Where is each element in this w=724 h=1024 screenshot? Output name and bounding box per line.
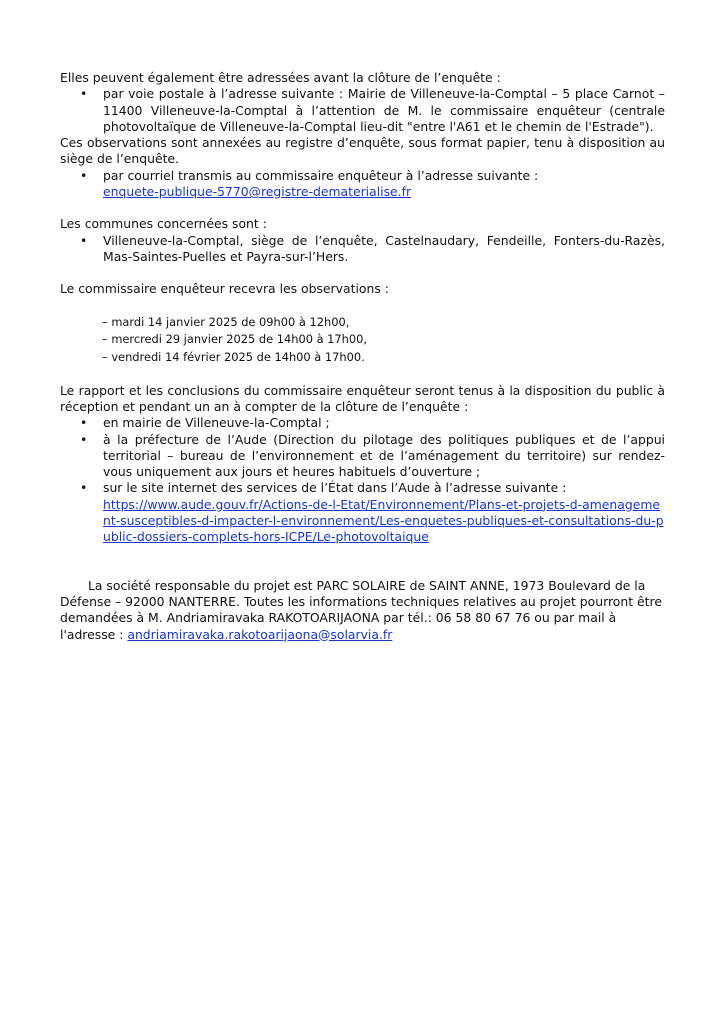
date-item: – mardi 14 janvier 2025 de 09h00 à 12h00, <box>102 314 350 329</box>
bullet-marker: • <box>80 232 88 248</box>
communes-intro: Les communes concernées sont : <box>60 216 267 232</box>
prefecture-text: à la préfecture de l’Aude (Direction du pilotage des politiques publiques et de l’appui territorial – bureau de l’environnement et de l’aménagement du territoire) sur rendez-vous uniquement aux jours et heures habituels d’ouverture ; <box>103 431 665 480</box>
list-item-prefecture <box>60 432 665 481</box>
list-item-email <box>60 168 665 201</box>
colon-separator: : <box>115 626 128 642</box>
email-intro-text: par courriel transmis au commissaire enquêteur à l’adresse suivante : <box>103 167 539 183</box>
mairie-text: en mairie de Villeneuve-la-Comptal ; <box>103 415 330 431</box>
annex-paragraph: Ces observations sont annexées au registre d’enquête, sous format papier, tenu à disposition au siège de l’enquête. <box>60 135 665 167</box>
site-intro-text: sur le site internet des services de l’État dans l’Aude à l’adresse suivante : <box>103 480 567 496</box>
rapport-list <box>60 415 665 545</box>
communes-text: Villeneuve-la-Comptal, siège de l’enquête, Castelnaudary, Fendeille, Fonters-du-Razès, Mas-Saintes-Puelles et Payra-sur-l’Hers. <box>103 232 665 264</box>
date-item: – vendredi 14 février 2025 de 14h00 à 17h00. <box>102 349 365 364</box>
intro-paragraph: Elles peuvent également être adressées avant la clôture de l’enquête : <box>60 70 501 85</box>
list-item-communes <box>60 233 665 266</box>
contact-email-link[interactable]: andriamiravaka.rakotoarijaona@solarvia.fr <box>127 626 393 642</box>
bullet-marker: • <box>80 86 88 102</box>
permanence-dates <box>60 314 665 367</box>
communes-list <box>60 233 665 266</box>
societe-paragraph <box>60 578 665 643</box>
list-item-site <box>60 480 665 545</box>
document-body <box>60 70 665 643</box>
email-list <box>60 168 665 201</box>
date-item: – mercredi 29 janvier 2025 de 14h00 à 17h00, <box>102 332 367 347</box>
societe-text: La société responsable du projet est PARC SOLAIRE de SAINT ANNE, 1973 Boulevard de la Défense – 92000 NANTERRE. Toutes les informations techniques relatives au projet pourront être demandées à M. Andriamiravaka RAKOTOARIJAONA par tél.: 06 58 80 67 76 ou par mail à l'adresse <box>60 577 662 642</box>
list-item-postal <box>60 86 665 135</box>
bullet-marker: • <box>80 480 88 496</box>
registre-email-link[interactable]: enquete-publique-5770@registre-dematerialise.fr <box>103 184 412 200</box>
bullet-marker: • <box>80 415 88 431</box>
bullet-marker: • <box>80 167 88 183</box>
prefecture-url-link[interactable]: https://www.aude.gouv.fr/Actions-de-l-Etat/Environnement/Plans-et-projets-d-amenagement-susceptibles-d-impacter-l-environnement/Les-enquetes-publiques-et-consultations-du-public-dossiers-complets-hors-ICPE/Le-photovoltaique <box>103 496 664 545</box>
rapport-paragraph: Le rapport et les conclusions du commissaire enquêteur seront tenus à la disposition du public à réception et pendant un an à compter de la clôture de l’enquête : <box>60 382 665 414</box>
postal-address-text: par voie postale à l’adresse suivante : Mairie de Villeneuve-la-Comptal – 5 place Carnot – 11400 Villeneuve-la-Comptal à l’attention de M. le commissaire enquêteur (centrale photovoltaïque de Villeneuve-la-Comptal lieu-dit "entre l'A61 et le chemin de l'Estrade"). <box>103 86 665 134</box>
observations-intro: Le commissaire enquêteur recevra les observations : <box>60 281 389 297</box>
list-item-mairie <box>60 415 665 431</box>
bullet-marker: • <box>80 431 88 447</box>
submission-list <box>60 86 665 135</box>
